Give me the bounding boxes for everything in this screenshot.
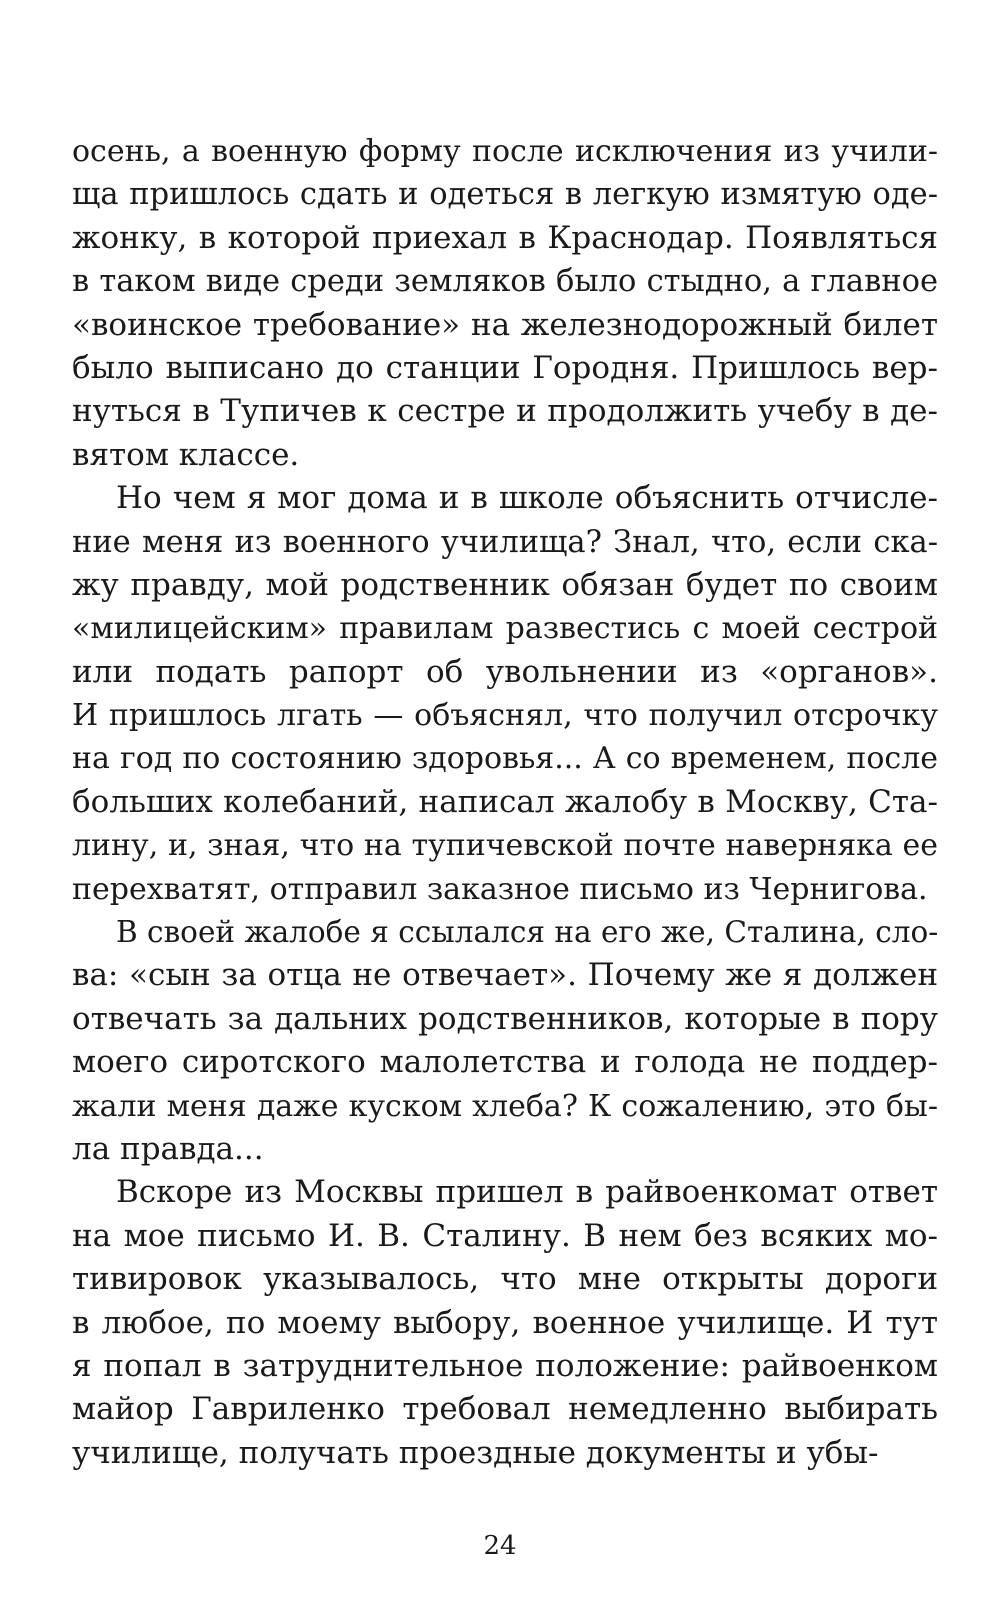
text-line: майор Гавриленко требовал немедленно выбирать: [72, 1391, 938, 1428]
text-line: училище, получать проездные документы и убы-: [72, 1434, 879, 1471]
text-line: или подать рапорт об увольнении из «органов».: [72, 653, 938, 690]
body-text: [72, 130, 938, 1475]
text-line: «милицейским» правилам развестись с моей сестрой: [72, 611, 938, 647]
text-line: ща пришлось сдать и одеться в легкую измятую оде-: [72, 177, 938, 213]
text-line: в любое, по моему выбору, военное училище. И тут: [72, 1304, 938, 1341]
text-line: на мое письмо И. В. Сталину. В нем без всяких мо-: [72, 1217, 938, 1254]
text-line: больших колебаний, написал жалобу в Москву, Ста-: [72, 783, 938, 820]
text-line: ние меня из военного училища? Знал, что, если ска-: [72, 524, 938, 560]
paragraph: [72, 1171, 938, 1475]
text-line: жали меня даже куском хлеба? К сожалению, это бы-: [72, 1088, 938, 1124]
text-line: на год по состоянию здоровья... А со временем, после: [72, 741, 938, 777]
text-line: В своей жалобе я ссылался на его же, Сталина, сло-: [116, 915, 939, 950]
text-line: лину, и, зная, что на тупичевской почте наверняка ее: [72, 828, 938, 864]
text-line: осень, а военную форму после исключения из учили-: [72, 134, 938, 169]
text-line: моего сиротского малолетства и голода не поддер-: [72, 1044, 938, 1081]
page-number: 24: [483, 1531, 517, 1561]
text-line: «воинское требование» на железнодорожный билет: [72, 306, 938, 343]
text-line: Вскоре из Москвы пришел в райвоенкомат ответ: [116, 1174, 938, 1211]
paragraph: [72, 911, 938, 1171]
text-line: перехватят, отправил заказное письмо из Чернигова.: [72, 871, 928, 907]
paragraph: [72, 130, 938, 477]
text-line: Но чем я мог дома и в школе объяснить отчисле-: [116, 480, 938, 517]
text-line: в таком виде среди земляков было стыдно, а главное: [72, 264, 938, 300]
text-line: было выписано до станции Городня. Пришлось вер-: [72, 349, 938, 386]
text-line: нуться в Тупичев к сестре и продолжить учебу в де-: [72, 393, 938, 430]
text-line: жу правду, мой родственник обязан будет по своим: [72, 566, 938, 603]
paragraph: [72, 477, 938, 911]
text-line: ва: «сын за отца не отвечает». Почему же я должен: [72, 957, 938, 994]
text-line: я попал в затруднительное положение: райвоенком: [72, 1347, 938, 1384]
text-line: тивировок указывалось, что мне открыты дороги: [72, 1261, 938, 1298]
text-line: ла правда...: [72, 1130, 264, 1167]
text-line: жонку, в которой приехал в Краснодар. Появляться: [72, 219, 938, 256]
text-line: вятом классе.: [72, 436, 300, 473]
text-line: И пришлось лгать — объяснял, что получил отсрочку: [72, 698, 938, 734]
text-line: отвечать за дальних родственников, которые в пору: [72, 1000, 938, 1037]
